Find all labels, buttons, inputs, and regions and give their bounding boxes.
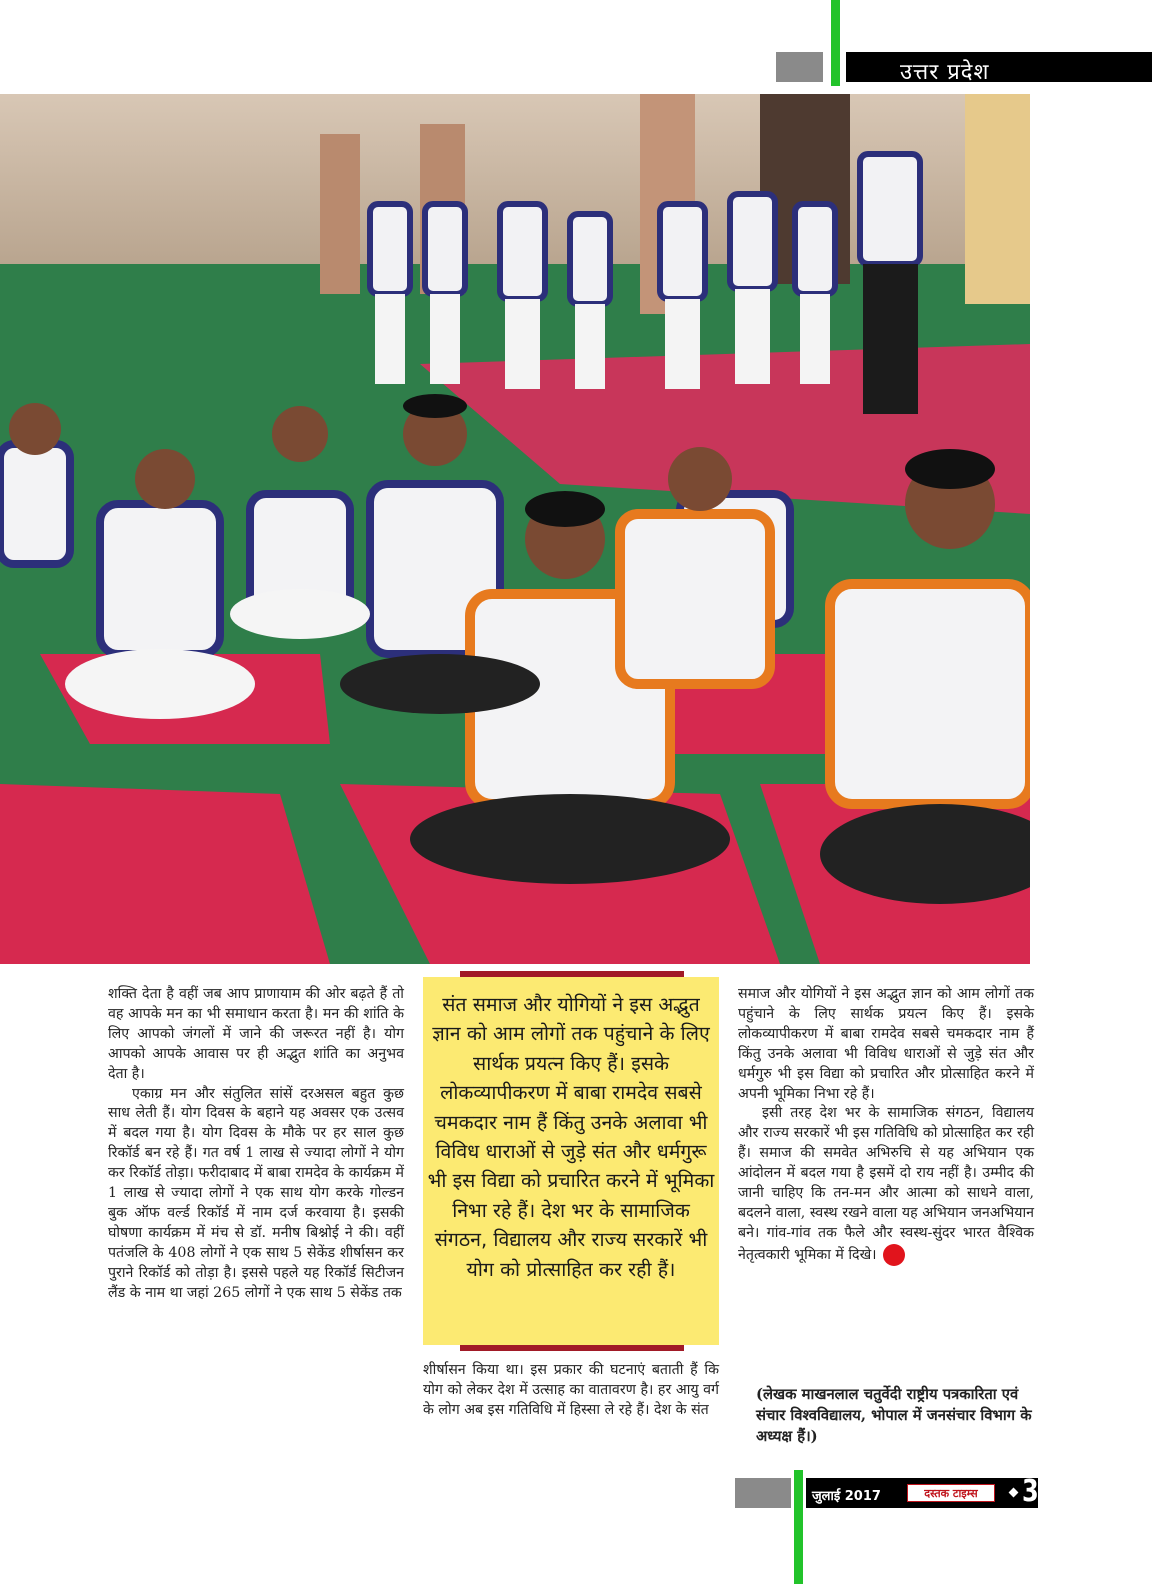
column3-paragraph-1: समाज और योगियों ने इस अद्भुत ज्ञान को आम लोगों तक पहुंचाने के लिए सार्थक प्रयत्न किए हैं। इसके लोकव्यापीकरण में बाबा रामदेव सबसे चमकदार नाम हैं किंतु उनके अलावा भी विविध धाराओं से जुड़े संत और धर्मगुरु भी इस विद्या को प्रचारित और प्रोत्साहित करने में अपनी भूमिका निभा रहे हैं। xyxy=(738,986,1034,1102)
column1-paragraph-1: शक्ति देता है वहीं जब आप प्राणायाम की ओर बढ़ते हैं तो वह आपके मन का भी समाधान करता है। मन की शांति के लिए आपको जंगलों में जाने की जरूरत नहीं है। योग आपको आपके आवास पर ही अद्भुत शांति का अनुभव देता है। xyxy=(108,986,404,1082)
magazine-logo: दस्तक टाइम्स xyxy=(907,1484,995,1502)
column3-paragraph-2-text: इसी तरह देश भर के सामाजिक संगठन, विद्यालय और राज्य सरकारें भी इस गतिविधि को प्रोत्साहित कर रही हैं। समाज की समवेत अभिरुचि से यह अभियान एक आंदोलन में बदल गया है इसमें दो राय नहीं है। उम्मीद की जानी चाहिए कि तन-मन और आत्मा को साधने वाला, बदलने वाला, स्वस्थ रखने वाला यह अभियान जनअभियान बने। गांव-गांव तक फैले और स्वस्थ-सुंदर भारत वैश्विक नेतृत्वकारी भूमिका में दिखे। xyxy=(738,1105,1034,1263)
header-accent-bar xyxy=(831,0,840,86)
footer-gray-block xyxy=(735,1478,791,1508)
column3-paragraph-2 xyxy=(738,1104,1034,1265)
yoga-event-photo xyxy=(0,94,1030,964)
end-mark-icon xyxy=(883,1244,905,1266)
section-label: उत्तर प्रदेश xyxy=(900,60,990,85)
article-column-1 xyxy=(108,985,404,1304)
column1-paragraph-2: एकाग्र मन और संतुलित सांसें दरअसल बहुत कुछ साध लेती हैं। योग दिवस के बहाने यह अवसर एक उत्सव में बदल गया है। योग दिवस के मौके पर हर साल कुछ रिकॉर्ड बन रहे हैं। गत वर्ष 1 लाख से ज्यादा लोगों ने योग कर रिकॉर्ड तोड़ा। फरीदाबाद में बाबा रामदेव के कार्यक्रम में 1 लाख से ज्यादा लोगों ने एक साथ योग करके गोल्डन बुक ऑफ वर्ल्ड रिकॉर्ड में नाम दर्ज करवाया है। इसकी घोषणा कार्यक्रम में मंच से डॉ. मनीष बिश्नोई ने की। वहीं पतंजलि के 408 लोगों ने एक साथ 5 सेकेंड शीर्षासन कर पुराने रिकॉर्ड को तोड़ा है। इससे पहले यह रिकॉर्ड सिटीजन लैंड के नाम था जहां 265 लोगों ने एक साथ 5 सेकेंड तक xyxy=(108,1085,404,1301)
header-band xyxy=(846,52,1152,82)
header-gray-block xyxy=(776,52,823,82)
footer-month: जुलाई 2017 xyxy=(812,1489,881,1504)
pull-quote-text: संत समाज और योगियों ने इस अद्भुत ज्ञान को आम लोगों तक पहुंचाने के लिए सार्थक प्रयत्न किए हैं। इसके लोकव्यापीकरण में बाबा रामदेव सबसे चमकदार नाम हैं किंतु उनके अलावा भी विविध धाराओं से जुड़े संत और धर्मगुरू भी इस विद्या को प्रचारित करने में भूमिका निभा रहे हैं। देश भर के सामाजिक संगठन, विद्यालय और राज्य सरकारें भी योग को प्रोत्साहित कर रही हैं। xyxy=(427,993,715,1281)
article-column-3 xyxy=(738,985,1034,1266)
page-number: 31 xyxy=(1022,1474,1056,1509)
photo-illustration xyxy=(0,94,1030,964)
pull-quote-bottom-rule xyxy=(460,1345,684,1351)
footer-accent-bar xyxy=(794,1470,803,1584)
article-column-2 xyxy=(423,1361,719,1421)
author-note: (लेखक माखनलाल चतुर्वेदी राष्ट्रीय पत्रकारिता एवं संचार विश्वविद्यालय, भोपाल में जनसंचार विभाग के अध्यक्ष हैं।) xyxy=(756,1386,1032,1445)
column2-paragraph: शीर्षासन किया था। इस प्रकार की घटनाएं बताती हैं कि योग को लेकर देश में उत्साह का वातावरण है। हर आयु वर्ग के लोग अब इस गतिविधि में हिस्सा ले रहे हैं। देश के संत xyxy=(423,1362,719,1418)
